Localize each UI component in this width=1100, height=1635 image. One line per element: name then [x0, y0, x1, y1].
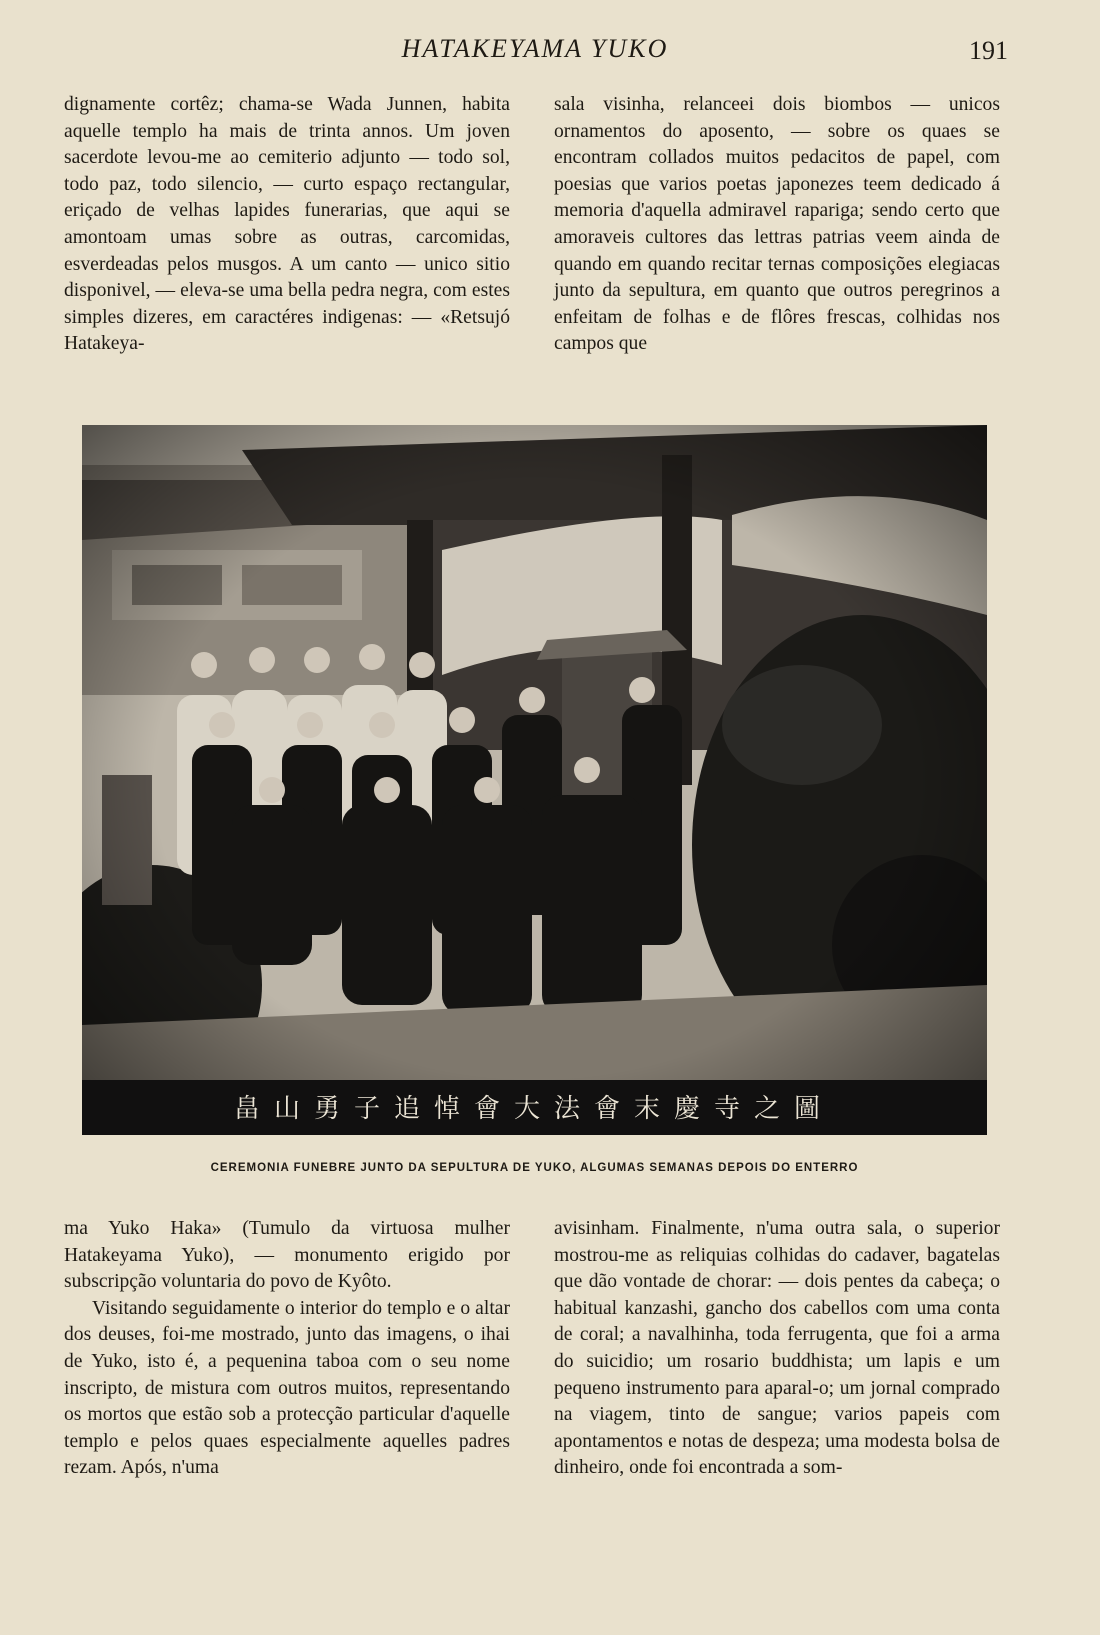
running-title: HATAKEYAMA YUKO [401, 34, 669, 63]
paragraph: sala visinha, relanceei dois biombos — unicos ornamentos do aposento, — sobre os quaes se encontram collados muitos pedacitos de papel, com poesias que varios poetas japonezes teem dedicado á memoria d'aquella admiravel rapariga; sendo certo que amoraveis cultores das lettras patrias veem ainda de quando em quando recitar ternas composições elegiacas junto da sepultura, em quanto que outros peregrinos a enfeitam de folhas e de flôres frescas, colhidas nos campos que [554, 94, 1000, 355]
photograph [82, 425, 987, 1135]
column-bottom-right [554, 1216, 1000, 1482]
column-top-left [64, 92, 510, 358]
page-number: 191 [969, 36, 1008, 65]
photo-illustration [82, 425, 987, 1135]
figure-caption: CEREMONIA FUNEBRE JUNTO DA SEPULTURA DE YUKO, ALGUMAS SEMANAS DEPOIS DO ENTERRO [210, 1162, 859, 1174]
paragraph: Visitando seguidamente o interior do templo e o altar dos deuses, foi-me mostrado, junto das imagens, o ihai de Yuko, isto é, a pequenina taboa com o seu nome inscripto, de mistura com outros muitos, representando os mortos que estão sob a protecção particular d'aquelle templo e pelos quaes especialmente aquelles padres rezam. Após, n'uma [64, 1297, 510, 1479]
column-top-right [554, 92, 1000, 358]
banner-inscription: 畠山勇子追悼會大法會末慶寺之圖 [233, 1094, 835, 1124]
column-bottom-left [64, 1216, 510, 1482]
paragraph: ma Yuko Haka» (Tumulo da virtuosa mulher Hatakeyama Yuko), — monumento erigido por subscripção voluntaria do povo de Kyôto. [64, 1218, 510, 1293]
paragraph: avisinham. Finalmente, n'uma outra sala, o superior mostrou-me as reliquias colhidas do cadaver, bagatelas que dão vontade de chorar: — dois pentes da cabeça; o habitual kanzashi, gancho dos cabellos com uma conta de coral; a navalhinha, toda ferrugenta, que foi a arma do suicidio; um rosario buddhista; um lapis e um pequeno instrumento para aparal-o; um jornal comprado na viagem, tinto de sangue; varios papeis com apontamentos e notas de despeza; uma modesta bolsa de dinheiro, onde foi encontrada a som- [554, 1218, 1000, 1479]
paragraph: dignamente cortêz; chama-se Wada Junnen, habita aquelle templo ha mais de trinta annos. Um joven sacerdote levou-me ao cemiterio adjunto — todo sol, todo paz, todo silencio, — curto espaço rectangular, eriçado de velhas lapides funerarias, que aqui se amontoam umas sobre as outras, carcomidas, esverdeadas pelos musgos. A um canto — unico sitio disponivel, — eleva-se uma bella pedra negra, com estes simples dizeres, em caractéres indigenas: — «Retsujó Hatakeya- [64, 94, 510, 355]
running-head [0, 34, 1100, 74]
